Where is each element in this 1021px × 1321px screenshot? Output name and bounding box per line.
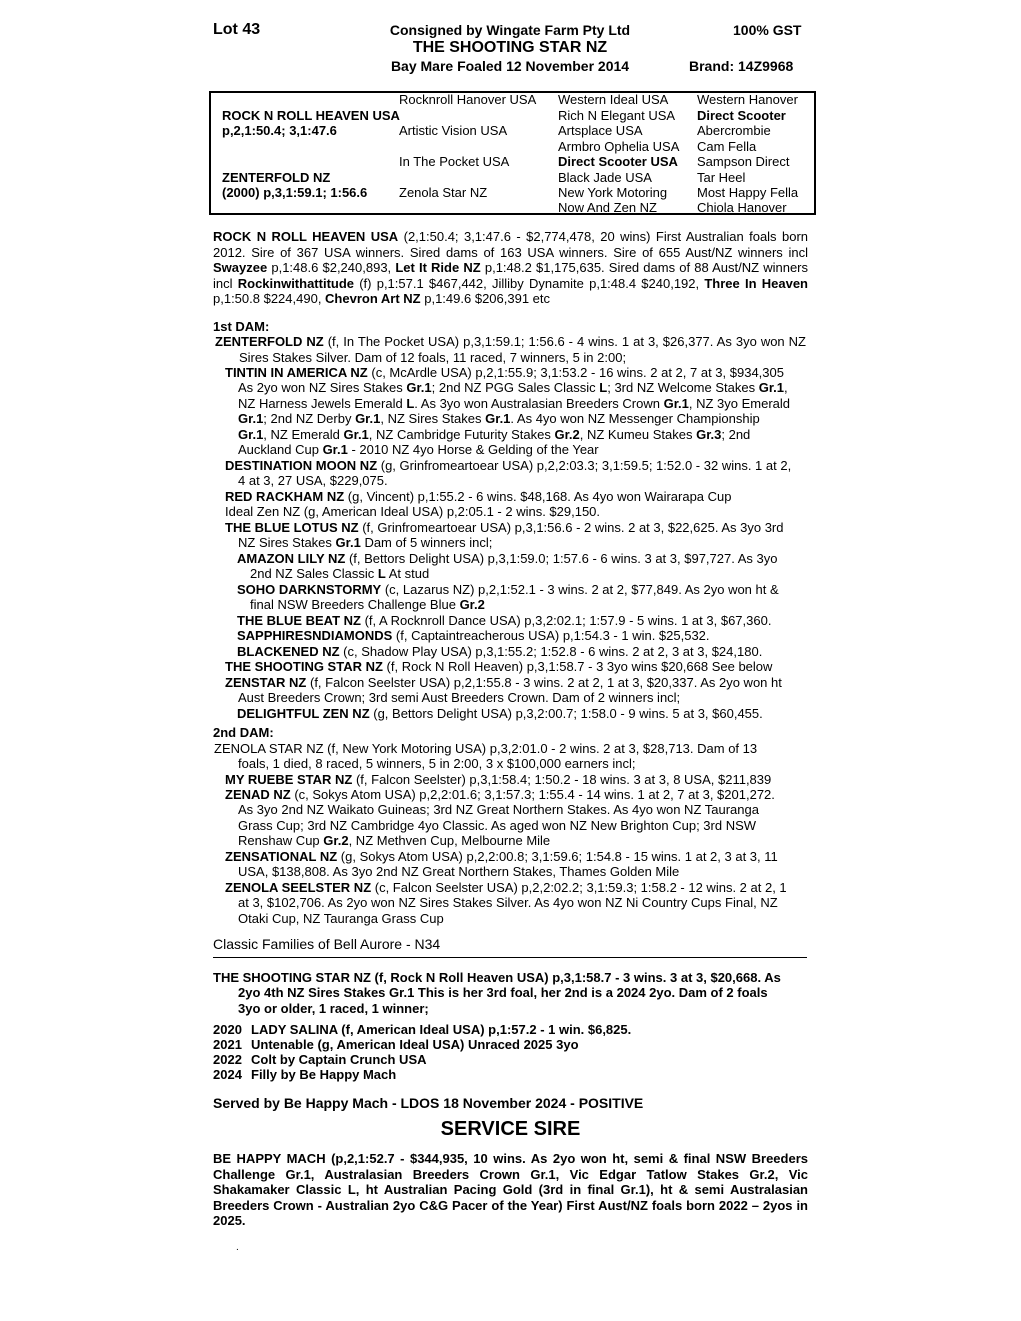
grade-label: Gr.2 [554, 427, 580, 442]
consignor: Consigned by Wingate Farm Pty Ltd [389, 22, 631, 38]
progeny-line [237, 582, 779, 598]
progeny-name: THE BLUE LOTUS NZ [225, 520, 359, 535]
progeny-name: SOHO DARKNSTORMY [237, 582, 382, 597]
progeny-line: Grass Cup; 3rd NZ Cambridge 4yo Classic. As aged won NZ New Brighton Cup; 3rd NSW [238, 818, 757, 833]
pedigree-gen3: Western Ideal USA [558, 92, 669, 107]
progeny-line [238, 427, 750, 443]
progeny-text: . As 3yo won Australasian Breeders Crown [414, 396, 664, 411]
progeny-record [213, 1022, 631, 1038]
foal-text: Colt by Captain Crunch USA [251, 1052, 427, 1067]
notable-winner: Three In Heaven [704, 275, 808, 291]
sire-name: ROCK N ROLL HEAVEN USA [213, 229, 399, 244]
pedigree-gen4: Abercrombie [697, 123, 771, 138]
progeny-line [225, 675, 782, 691]
horse-name: THE SHOOTING STAR NZ [412, 39, 608, 56]
progeny-text: (c, Sokys Atom USA) p,2,2:01.6; 3,1:57.3; 1:55.4 - 14 wins. 1 at 2, 7 at 3, $201,272. [290, 787, 775, 802]
progeny-line [225, 787, 775, 803]
pedigree-gen3: Artsplace USA [558, 123, 643, 138]
pedigree-gen4: Direct Scooter [697, 108, 786, 123]
progeny-text: - 2010 NZ 4yo Horse & Gelding of the Year [347, 442, 599, 457]
progeny-line: 4 at 3, 27 USA, $229,075. [238, 473, 388, 488]
dam-name: ZENTERFOLD NZ [215, 334, 324, 349]
service-sire-description: BE HAPPY MACH (p,2,1:52.7 - $344,935, 10 wins. As 2yo won ht, semi & final NSW Breeders Challenge Gr.1, Australasian Breeders Crown Gr.1, Vic Edgar Tatlow Stakes Gr.2, Vic Shakamaker Classic L, ht Australian Pacing Gold (3rd in final Gr.1), ht & semi Australasian Breeders Crown - Australian 2yo C&G Pacer of the Year) First Aust/NZ foals born 2022 – 2yos in 2025. [213, 1151, 808, 1228]
grade-label: Gr.1 [663, 396, 689, 411]
pedigree-gen4: Most Happy Fella [697, 185, 799, 200]
progeny-text: (c, Falcon Seelster USA) p,2,2:02.2; 3,1:59.3; 1:58.2 - 12 wins. 2 at 2, 1 [371, 880, 787, 895]
pedigree-gen3: Now And Zen NZ [558, 200, 657, 215]
progeny-text: . As 4yo won NZ Messenger Championship [510, 411, 760, 426]
progeny-name: TINTIN IN AMERICA NZ [225, 365, 368, 380]
subject-line: 2yo 4th NZ Sires Stakes Gr.1 This is her 3rd foal, her 2nd is a 2024 2yo. Dam of 2 foals [238, 985, 768, 1000]
progeny-text: Renshaw Cup [238, 833, 324, 848]
progeny-text: , NZ Kumeu Stakes [579, 427, 697, 442]
served-status: Served by Be Happy Mach - LDOS 18 November 2024 - POSITIVE [213, 1095, 644, 1111]
progeny-text: ; 2nd NZ PGG Sales Classic [431, 380, 600, 395]
grade-label: Gr.3 [696, 427, 722, 442]
progeny-line: at 3, $102,706. As 2yo won NZ Sires Stakes Silver. As 4yo won NZ Ni Country Cups Final, NZ [238, 895, 778, 910]
progeny-text: (f, Captaintreacherous USA) p,1:54.3 - 1 win. $25,532. [392, 628, 710, 643]
progeny-line: Ideal Zen NZ (g, American Ideal USA) p,2:05.1 - 2 wins. $29,150. [225, 504, 601, 519]
progeny-line [238, 833, 550, 849]
notable-winner: Rockinwithattitude [237, 275, 355, 291]
progeny-text: As 2yo won NZ Sires Stakes [238, 380, 407, 395]
grade-label: Gr.1 [343, 427, 369, 442]
progeny-line: Aust Breeders Crown; 3rd semi Aust Breeders Crown. Dam of 2 winners incl; [238, 690, 681, 705]
grade-label: L [377, 566, 386, 581]
grade-label: Gr.1 [758, 380, 784, 395]
grade-label: Gr.1 [485, 411, 511, 426]
progeny-text: , NZ Cambridge Futurity Stakes [368, 427, 555, 442]
first-dam-entry [214, 334, 806, 365]
progeny-line [238, 442, 599, 458]
progeny-name: ZENSATIONAL NZ [225, 849, 338, 864]
foal-year: 2020 [213, 1022, 242, 1037]
pedigree-gen3: Rich N Elegant USA [558, 108, 676, 123]
progeny-line [225, 365, 784, 381]
progeny-text: NZ Harness Jewels Emerald [238, 396, 407, 411]
sire-text: p,1:50.8 $224,490, [213, 291, 326, 306]
foal-text: LADY SALINA (f, American Ideal USA) p,1:57.2 - 1 win. $6,825. [251, 1022, 632, 1037]
divider [213, 957, 807, 958]
progeny-text: ; 2nd [721, 427, 751, 442]
second-dam-title: 2nd DAM: [213, 725, 274, 740]
grade-label: L [599, 380, 608, 395]
pedigree-gen3: Armbro Ophelia USA [558, 139, 680, 154]
pedigree-gen3: Direct Scooter USA [558, 154, 678, 169]
progeny-name: ZENSTAR NZ [225, 675, 307, 690]
grade-label: Gr.1 [335, 535, 361, 550]
progeny-text: (c, Shadow Play USA) p,3,1:55.2; 1:52.8 - 6 wins. 2 at 2, 3 at 3, $24,180. [339, 644, 763, 659]
progeny-text: (f, A Rocknroll Dance USA) p,3,2:02.1; 1:57.9 - 5 wins. 1 at 3, $67,360. [360, 613, 772, 628]
progeny-text: (c, Lazarus NZ) p,2,1:52.1 - 3 wins. 2 at 2, $77,849. As 2yo won ht & [381, 582, 779, 597]
progeny-line [238, 380, 788, 396]
progeny-line [238, 396, 790, 412]
progeny-line [250, 566, 429, 582]
pedigree-gen2: Zenola Star NZ [399, 185, 488, 200]
progeny-line [225, 520, 784, 536]
progeny-line [237, 551, 777, 567]
pedigree-gen2: Rocknroll Hanover USA [399, 92, 537, 107]
progeny-line [237, 628, 710, 644]
progeny-text: (g, Sokys Atom USA) p,2,2:00.8; 3,1:59.6; 1:54.8 - 15 wins. 1 at 2, 3 at 3, 11 [337, 849, 778, 864]
grade-label: Gr.1 [322, 442, 348, 457]
second-dam-line: ZENOLA STAR NZ (f, New York Motoring USA) p,3,2:01.0 - 2 wins. 2 at 3, $28,713. Dam of 13 [214, 741, 758, 756]
progeny-record [213, 1052, 427, 1068]
progeny-line [237, 644, 762, 660]
progeny-text: (f, Falcon Seelster USA) p,2,1:55.8 - 3 wins. 2 at 2, 1 at 3, $20,337. As 2yo won ht [306, 675, 782, 690]
progeny-name: RED RACKHAM NZ [225, 489, 345, 504]
notable-winner: Let It Ride NZ [395, 260, 481, 275]
notable-winner: Chevron Art NZ [325, 291, 421, 306]
notable-winner: Swayzee [213, 260, 268, 275]
pedigree-gen4: Western Hanover [697, 92, 798, 107]
progeny-text: Auckland Cup [238, 442, 323, 457]
progeny-text: (c, McArdle USA) p,2,1:55.9; 3,1:53.2 - 16 wins. 2 at 2, 7 at 3, $934,305 [367, 365, 784, 380]
sire-text: p,1:48.2 $1,175,635. Sired dams of 88 Aust/NZ winners incl [213, 260, 809, 291]
progeny-line [238, 535, 492, 551]
grade-label: Gr.2 [459, 597, 485, 612]
first-dam-title: 1st DAM: [213, 319, 270, 334]
progeny-text: At stud [385, 566, 430, 581]
pedigree-sire-name: ROCK N ROLL HEAVEN USA [222, 108, 400, 123]
progeny-line: USA, $138,808. As 3yo 2nd NZ Great Northern Stakes, Thames Golden Mile [238, 864, 680, 879]
progeny-name: BLACKENED NZ [237, 644, 340, 659]
progeny-text: (f, Grinfromeartoear USA) p,3,1:56.6 - 2 wins. 2 at 3, $22,625. As 3yo 3rd [358, 520, 784, 535]
gst-status: 100% GST [733, 22, 802, 38]
progeny-line: As 3yo 2nd NZ Waikato Guineas; 3rd NZ Great Northern Stakes. As 4yo won NZ Tauranga [238, 802, 759, 817]
progeny-text: final NSW Breeders Challenge Blue [250, 597, 460, 612]
foaled-info: Bay Mare Foaled 12 November 2014 [390, 58, 630, 74]
progeny-line [238, 411, 760, 427]
sire-description [213, 229, 808, 307]
pedigree-gen4: Cam Fella [697, 139, 757, 154]
progeny-text: (f, Falcon Seelster) p,3,1:58.4; 1:50.2 - 18 wins. 3 at 3, 8 USA, $211,839 [352, 772, 772, 787]
progeny-text: (f, Bettors Delight USA) p,3,1:59.0; 1:57.6 - 6 wins. 3 at 3, $97,727. As 3yo [345, 551, 778, 566]
dam-text: (f, In The Pocket USA) p,3,1:59.1; 1:56.6 - 4 wins. 1 at 3, $26,377. As 3yo won NZ Sires Stakes Silver. Dam of 12 foals, 11 raced, 7 winners, 5 in 2:00; [239, 334, 806, 365]
progeny-record [213, 1037, 579, 1053]
progeny-text: 2nd NZ Sales Classic [250, 566, 378, 581]
progeny-text: , NZ Emerald [263, 427, 344, 442]
sire-text: (f) p,1:57.1 $467,442, Jilliby Dynamite p,1:48.4 $240,192, [354, 275, 705, 291]
progeny-text: NZ Sires Stakes [238, 535, 336, 550]
pedigree-gen2: In The Pocket USA [399, 154, 510, 169]
progeny-line [225, 659, 772, 675]
sire-text: (2,1:50.4; 3,1:47.6 - $2,774,478, 20 wins) First Australian foals born 2012. Sire of 367 USA winners. Sired dams of 163 USA winners. Sire of 655 Aust/NZ winners incl [213, 229, 809, 260]
progeny-text: (g, Grinfromeartoear USA) p,2,2:03.3; 3,1:59.5; 1:52.0 - 32 wins. 1 at 2, [377, 458, 792, 473]
progeny-line [225, 880, 787, 896]
foal-year: 2021 [213, 1037, 242, 1052]
progeny-text: Dam of 5 winners incl; [360, 535, 493, 550]
progeny-line: Otaki Cup, NZ Tauranga Grass Cup [238, 911, 444, 926]
progeny-name: ZENAD NZ [225, 787, 291, 802]
pedigree-gen4: Chiola Hanover [697, 200, 787, 215]
progeny-name: ZENOLA SEELSTER NZ [225, 880, 372, 895]
grade-label: Gr.1 [406, 380, 432, 395]
grade-label: Gr.2 [323, 833, 349, 848]
pedigree-gen2: Artistic Vision USA [399, 123, 508, 138]
progeny-name: THE SHOOTING STAR NZ [225, 659, 383, 674]
progeny-text: (g, Vincent) p,1:55.2 - 6 wins. $48,168. As 4yo won Wairarapa Cup [344, 489, 732, 504]
pedigree-gen3: New York Motoring [558, 185, 668, 200]
foal-year: 2024 [213, 1067, 242, 1082]
subject-line: 3yo or older, 1 raced, 1 winner; [238, 1001, 429, 1016]
progeny-text: , NZ Methven Cup, Melbourne Mile [348, 833, 551, 848]
grade-label: Gr.1 [355, 411, 381, 426]
progeny-line [225, 489, 732, 505]
progeny-text: , NZ 3yo Emerald [688, 396, 791, 411]
second-dam-line: foals, 1 died, 8 raced, 5 winners, 5 in 2:00, 3 x $100,000 earners incl; [238, 756, 636, 771]
grade-label: Gr.1 [238, 411, 264, 426]
pedigree-gen4: Tar Heel [697, 170, 746, 185]
progeny-line [237, 706, 763, 722]
footer-mark: . [236, 1242, 239, 1253]
progeny-text: , NZ Sires Stakes [380, 411, 486, 426]
progeny-text: ; 2nd NZ Derby [263, 411, 356, 426]
foal-text: Filly by Be Happy Mach [251, 1067, 397, 1082]
progeny-line [225, 849, 778, 865]
progeny-line [237, 613, 771, 629]
grade-label: L [406, 396, 415, 411]
grade-label: Gr.1 [238, 427, 264, 442]
progeny-text: ; 3rd NZ Welcome Stakes [607, 380, 759, 395]
pedigree-gen4: Sampson Direct [697, 154, 790, 169]
progeny-text: (f, Rock N Roll Heaven) p,3,1:58.7 - 3 3yo wins $20,668 See below [382, 659, 773, 674]
progeny-name: MY RUEBE STAR NZ [225, 772, 353, 787]
pedigree-dam-name: ZENTERFOLD NZ [222, 170, 331, 185]
brand: Brand: 14Z9968 [689, 58, 794, 74]
pedigree-sire-record: p,2,1:50.4; 3,1:47.6 [222, 123, 337, 138]
progeny-line [225, 458, 791, 474]
foal-text: Untenable (g, American Ideal USA) Unraced 2025 3yo [251, 1037, 579, 1052]
progeny-name: AMAZON LILY NZ [237, 551, 346, 566]
progeny-text: , [784, 380, 788, 395]
family-heading: Classic Families of Bell Aurore - N34 [213, 936, 441, 952]
subject-line: THE SHOOTING STAR NZ (f, Rock N Roll Heaven USA) p,3,1:58.7 - 3 wins. 3 at 3, $20,668. As [213, 970, 781, 985]
foal-year: 2022 [213, 1052, 242, 1067]
pedigree-dam-record: (2000) p,3,1:59.1; 1:56.6 [222, 185, 368, 200]
progeny-name: DESTINATION MOON NZ [225, 458, 378, 473]
sire-text: p,1:48.6 $2,240,893, [267, 260, 396, 275]
sire-text: p,1:49.6 $206,391 etc [420, 291, 551, 306]
progeny-line [225, 772, 771, 788]
pedigree-gen3: Black Jade USA [558, 170, 652, 185]
progeny-text: (g, Bettors Delight USA) p,3,2:00.7; 1:58.0 - 9 wins. 5 at 3, $60,455. [369, 706, 763, 721]
progeny-line [250, 597, 485, 613]
progeny-name: SAPPHIRESNDIAMONDS [237, 628, 393, 643]
progeny-name: THE BLUE BEAT NZ [237, 613, 361, 628]
progeny-record [213, 1067, 396, 1083]
progeny-name: DELIGHTFUL ZEN NZ [237, 706, 370, 721]
service-sire-title: SERVICE SIRE [440, 1118, 581, 1140]
lot-number: Lot 43 [213, 21, 261, 38]
